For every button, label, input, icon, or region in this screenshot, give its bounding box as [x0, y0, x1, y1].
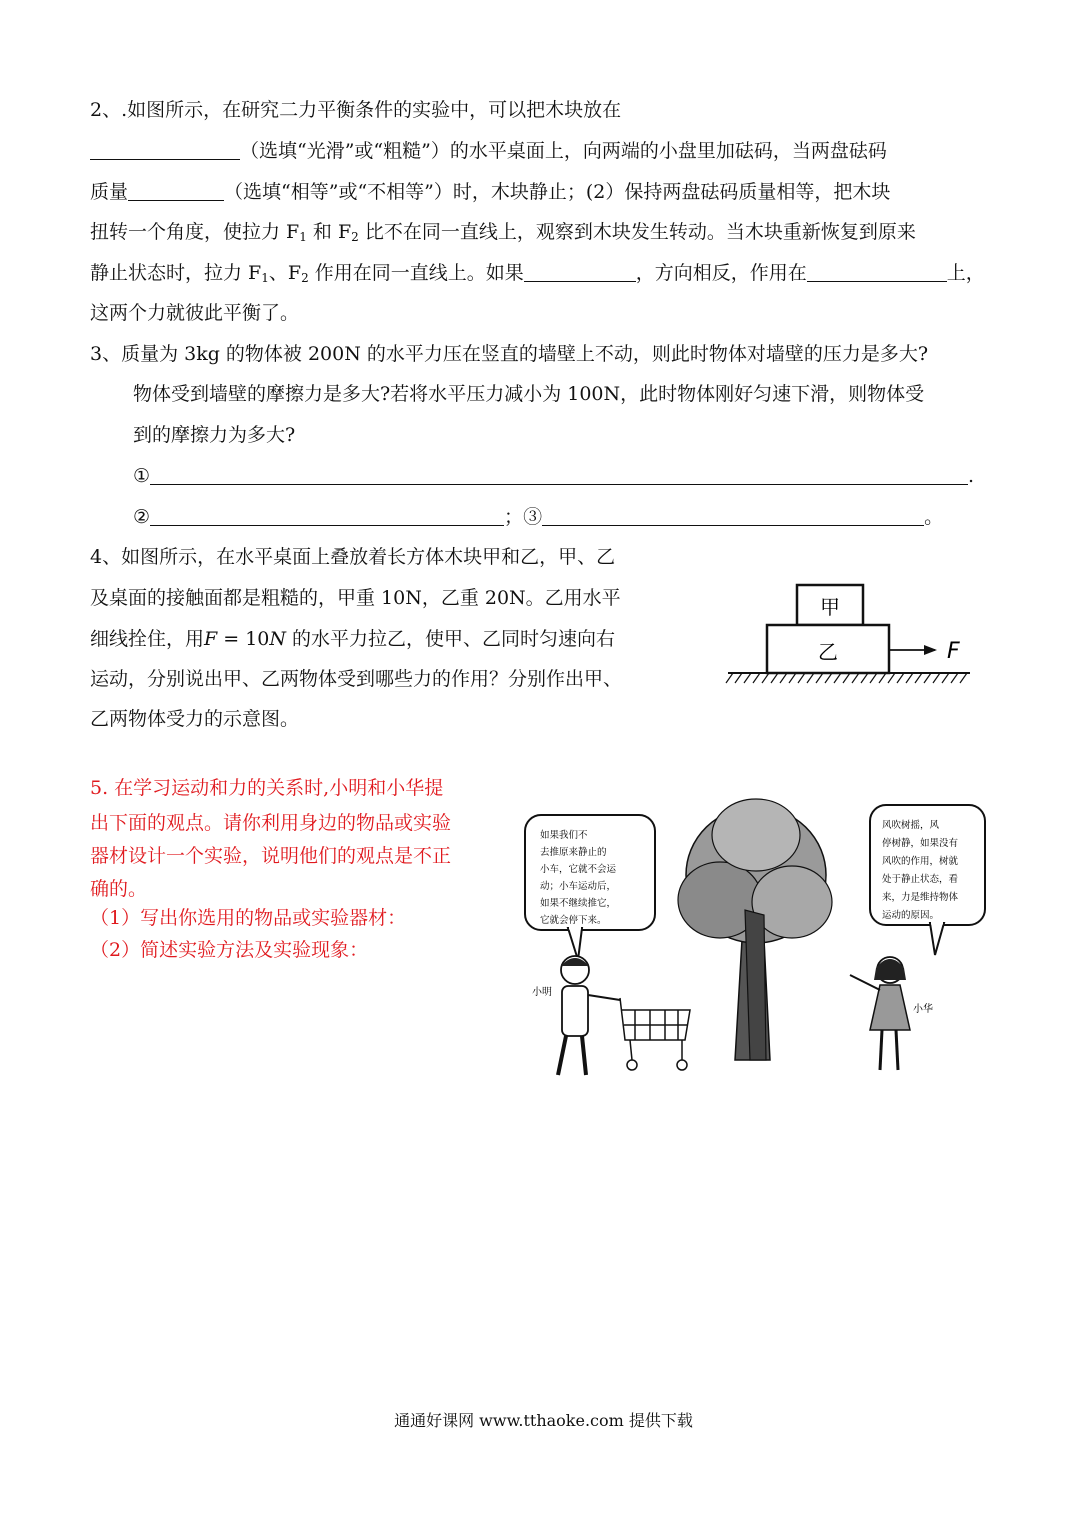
hatch-mark: [897, 673, 904, 683]
q4-line-5: 乙两物体受力的示意图。: [90, 708, 300, 730]
bubble-text-line: 处于静止状态，看: [882, 874, 959, 885]
hatch-mark: [807, 673, 814, 683]
tree-illustration: [678, 799, 832, 1060]
hatch-mark: [924, 673, 931, 683]
q2-line-3: 质量 （选填“相等”或“不相等”）时，木块静止；(2）保持两盘砝码质量相等，把木块: [90, 181, 891, 203]
q5-sub-2: （2）简述实验方法及实验现象：: [90, 939, 369, 961]
hatch-mark: [744, 673, 751, 683]
bubble-text-line: 它就会停下来。: [540, 915, 607, 926]
hatch-mark: [789, 673, 796, 683]
q2-blank-magnitude[interactable]: [524, 261, 636, 282]
bubble-text-line: 如果不继续推它，: [540, 898, 617, 909]
q5-line-1: 5. 在学习运动和力的关系时,小明和小华提: [90, 777, 444, 799]
hatch-mark: [762, 673, 769, 683]
q3-line-1: 3、质量为 3kg 的物体被 200N 的水平力压在竖直的墙壁上不动，则此时物体对墙壁的压力是多大?: [90, 343, 929, 365]
q3-line-3: 到的摩擦力为多大?: [133, 424, 296, 446]
hatch-mark: [726, 673, 733, 683]
hatch-mark: [915, 673, 922, 683]
q4-line-3: 细线拴住，用F = 10N 的水平力拉乙，使甲、乙同时匀速向右: [90, 628, 616, 650]
hatch-mark: [942, 673, 949, 683]
hatch-mark: [816, 673, 823, 683]
bubble-text-line: 来，力是维持物体: [882, 892, 959, 903]
q2-line-1: 2、.如图所示，在研究二力平衡条件的实验中，可以把木块放在: [90, 99, 622, 121]
girl-xiaohua: [850, 957, 910, 1070]
bubble-text-line: 风吹的作用，树就: [882, 856, 959, 867]
hatch-mark: [852, 673, 859, 683]
bubble-text-line: 动；小车运动后，: [540, 881, 617, 892]
bubble-text-line: 风吹树摇，风: [882, 820, 940, 831]
q3-line-2: 物体受到墙壁的摩擦力是多大?若将水平压力减小为 100N，此时物体刚好匀速下滑，则物体受: [133, 383, 925, 405]
hatch-mark: [870, 673, 877, 683]
hatch-mark: [879, 673, 886, 683]
bubble-text-line: 去推原来静止的: [540, 847, 607, 858]
q5-sub-1: （1）写出你选用的物品或实验器材：: [90, 907, 407, 929]
q3-blank-1[interactable]: [150, 464, 968, 485]
hatch-mark: [960, 673, 967, 683]
hatch-mark: [735, 673, 742, 683]
hatch-mark: [933, 673, 940, 683]
boy-xiaoming: [558, 956, 620, 1075]
block-yi-label: 乙: [818, 640, 838, 664]
hatch-mark: [951, 673, 958, 683]
q5-line-2: 出下面的观点。请你利用身边的物品或实验: [90, 812, 452, 834]
q3-answer-2-3: ② ；③ 。: [133, 506, 944, 528]
bubble-text-line: 小车，它就不会运: [540, 864, 617, 875]
q4-line-2: 及桌面的接触面都是粗糙的，甲重 10N，乙重 20N。乙用水平: [90, 587, 621, 609]
q4-line-4: 运动，分别说出甲、乙两物体受到哪些力的作用？分别作出甲、: [90, 668, 623, 690]
table-hatching: [726, 673, 967, 683]
bubble-text-line: 运动的原因。: [882, 910, 940, 921]
bubble-text-line: 停树静，如果没有: [882, 838, 959, 849]
hatch-mark: [825, 673, 832, 683]
hatch-mark: [780, 673, 787, 683]
q2-line-5: 静止状态时，拉力 $F_1$、$F_2$ 作用在同一直线上。如果 ，方向相反，作用在 上，: [90, 262, 985, 285]
force-label: F: [947, 639, 960, 664]
q2-blank-mass[interactable]: [128, 180, 224, 201]
q2-line-6: 这两个力就彼此平衡了。: [90, 302, 300, 324]
q2-line-2: （选填“光滑”或“粗糙”）的水平桌面上，向两端的小盘里加砝码，当两盘砝码: [90, 138, 887, 164]
boy-name: 小明: [532, 987, 552, 998]
bubble-text-line: 如果我们不: [540, 830, 588, 841]
girl-name: 小华: [913, 1004, 933, 1015]
q5-line-4: 确的。: [90, 878, 148, 900]
shopping-cart: [620, 998, 690, 1070]
q5-line-3: 器材设计一个实验，说明他们的观点是不正: [90, 845, 452, 867]
hatch-mark: [771, 673, 778, 683]
hatch-mark: [861, 673, 868, 683]
page-footer: 通通好课网 www.tthaoke.com 提供下载: [394, 1411, 693, 1430]
q4-blocks-figure: [725, 575, 975, 690]
hatch-mark: [834, 673, 841, 683]
q3-answer-1: ① .: [133, 465, 975, 487]
q2-blank-object[interactable]: [807, 261, 947, 282]
hatch-mark: [906, 673, 913, 683]
q2-blank-surface[interactable]: [90, 139, 240, 160]
q3-blank-2[interactable]: [150, 505, 504, 526]
q5-cartoon: [520, 790, 990, 1090]
block-jia-label: 甲: [820, 595, 840, 619]
hatch-mark: [753, 673, 760, 683]
hatch-mark: [888, 673, 895, 683]
q4-line-1: 4、如图所示，在水平桌面上叠放着长方体木块甲和乙，甲、乙: [90, 546, 616, 568]
q3-blank-3[interactable]: [542, 505, 924, 526]
hatch-mark: [798, 673, 805, 683]
force-arrowhead: [924, 645, 937, 655]
hatch-mark: [843, 673, 850, 683]
q2-line-4: 扭转一个角度，使拉力 $F_1$ 和 $F_2$ 比不在同一直线上，观察到木块发生转动。当木块重新恢复到原来: [90, 221, 916, 244]
